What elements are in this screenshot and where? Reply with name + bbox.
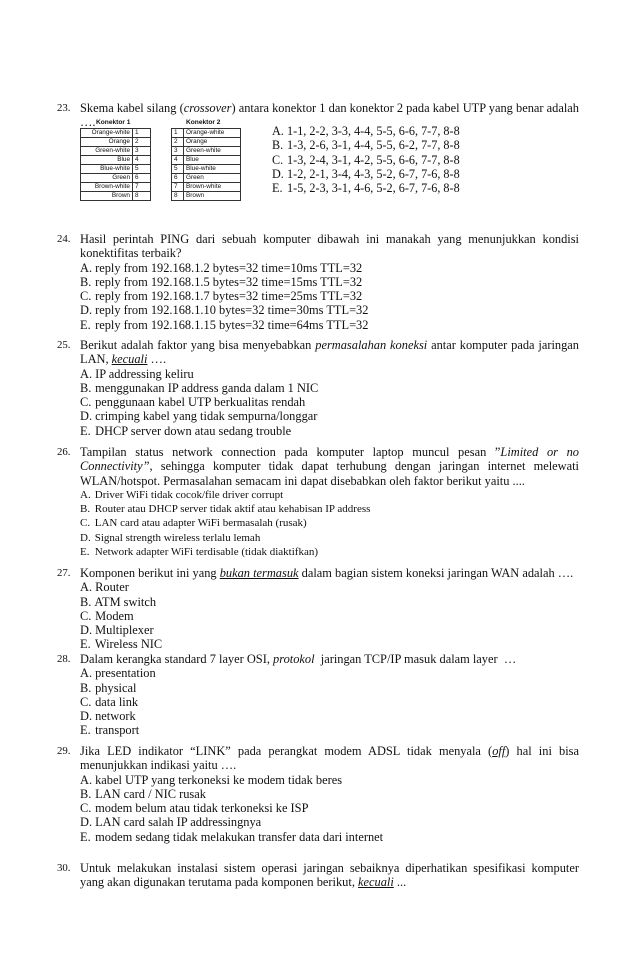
option: B. menggunakan IP address ganda dalam 1 NIC xyxy=(80,380,319,395)
option: D. Multiplexer xyxy=(80,623,154,638)
question-number: 24. xyxy=(57,233,71,245)
table-row: Brown 8 xyxy=(81,192,151,201)
options-list xyxy=(80,367,579,438)
question-number: 23. xyxy=(57,102,71,114)
option: D. Signal strength wireless terlalu lemah xyxy=(80,531,261,544)
question-stem: Hasil perintah PING dari sebuah komputer dibawah ini manakah yang menunjukkan kondisi konektifitas terbaik? xyxy=(80,232,579,261)
question-number: 26. xyxy=(57,446,71,458)
option: D. 1-2, 2-1, 3-4, 4-3, 5-2, 6-7, 7-6, 8-8 xyxy=(272,166,460,181)
question-30 xyxy=(57,861,579,890)
question-stem: Dalam kerangka standard 7 layer OSI, protokol jaringan TCP/IP masuk dalam layer … xyxy=(80,652,517,666)
question-23-options xyxy=(272,124,460,195)
question-stem: Skema kabel silang (crossover) antara konektor 1 dan konektor 2 pada kabel UTP yang benar adalah …. xyxy=(80,101,579,130)
question-29 xyxy=(57,744,579,844)
table-row: 6 Green xyxy=(172,174,241,183)
table-row: Brown-white 7 xyxy=(81,183,151,192)
table-row: 5 Blue-white xyxy=(172,165,241,174)
option: E. DHCP server down atau sedang trouble xyxy=(80,423,292,438)
table-row: 7 Brown-white xyxy=(172,183,241,192)
konektor-2-table xyxy=(171,128,241,201)
option: D. network xyxy=(80,709,136,724)
option: C. Modem xyxy=(80,608,134,623)
option: B. Router atau DHCP server tidak aktif atau kehabisan IP address xyxy=(80,503,371,516)
option: A. IP addressing keliru xyxy=(80,366,194,381)
table-row: Green 6 xyxy=(81,174,151,183)
table-row: 1 Orange-white xyxy=(172,129,241,138)
option: A. kabel UTP yang terkoneksi ke modem tidak beres xyxy=(80,772,343,787)
option: A. 1-1, 2-2, 3-3, 4-4, 5-5, 6-6, 7-7, 8-8 xyxy=(272,124,460,138)
options-list xyxy=(80,488,579,559)
option: C. 1-3, 2-4, 3-1, 4-2, 5-5, 6-6, 7-7, 8-8 xyxy=(272,152,460,167)
question-number: 27. xyxy=(57,567,71,579)
option: B. 1-3, 2-6, 3-1, 4-4, 5-5, 6-2, 7-7, 8-8 xyxy=(272,138,460,153)
option: B. physical xyxy=(80,680,137,695)
question-stem: Untuk melakukan instalasi sistem operasi jaringan sebaiknya diperhatikan spesifikasi komputer yang akan digunakan terutama pada komponen berikut, kecuali ... xyxy=(80,861,579,890)
options-list xyxy=(80,666,579,737)
option: B. LAN card / NIC rusak xyxy=(80,786,206,801)
table-row: 8 Brown xyxy=(172,192,241,201)
question-stem: Tampilan status network connection pada komputer laptop muncul pesan ”Limited or no Connectivity”, sehingga komputer tidak dapat terhubung dengan jaringan internet melewati WLAN/hotspot. Permasalahan semacam ini dapat disebabkan oleh faktor berikut yaitu .... xyxy=(80,445,580,488)
option: C. modem belum atau tidak terkoneksi ke ISP xyxy=(80,801,309,816)
option: E. 1-5, 2-3, 3-1, 4-6, 5-2, 6-7, 7-6, 8-8 xyxy=(272,181,460,196)
konektor-2-title: Konektor 2 xyxy=(186,119,221,126)
option: D. reply from 192.168.1.10 bytes=32 time=30ms TTL=32 xyxy=(80,303,369,318)
question-stem: Komponen berikut ini yang bukan termasuk dalam bagian sistem koneksi jaringan WAN adalah …. xyxy=(80,566,574,580)
option: E. transport xyxy=(80,723,140,738)
option: C. reply from 192.168.1.7 bytes=32 time=25ms TTL=32 xyxy=(80,289,363,304)
question-number: 30. xyxy=(57,862,71,874)
option: C. LAN card atau adapter WiFi bermasalah (rusak) xyxy=(80,517,307,530)
question-26 xyxy=(57,445,579,559)
options-list xyxy=(80,580,579,651)
table-row: 3 Green-white xyxy=(172,147,241,156)
option: E. modem sedang tidak melakukan transfer data dari internet xyxy=(80,829,384,844)
question-24 xyxy=(57,232,579,332)
option: E. Network adapter WiFi terdisable (tidak diaktifkan) xyxy=(80,546,319,559)
option: B. reply from 192.168.1.5 bytes=32 time=15ms TTL=32 xyxy=(80,274,363,289)
table-row: 2 Orange xyxy=(172,138,241,147)
option: E. reply from 192.168.1.15 bytes=32 time=64ms TTL=32 xyxy=(80,317,369,332)
table-row: Green-white 3 xyxy=(81,147,151,156)
option: A. presentation xyxy=(80,666,156,681)
question-number: 29. xyxy=(57,745,71,757)
table-row: Orange-white 1 xyxy=(81,129,151,138)
options-list xyxy=(80,773,579,844)
question-28 xyxy=(57,652,579,738)
option: B. ATM switch xyxy=(80,594,157,609)
option: A. Driver WiFi tidak cocok/file driver corrupt xyxy=(80,488,284,501)
option: E. Wireless NIC xyxy=(80,637,163,652)
table-row: Orange 2 xyxy=(81,138,151,147)
question-stem: Berikut adalah faktor yang bisa menyebabkan permasalahan koneksi antar komputer pada jaringan LAN, kecuali …. xyxy=(80,338,579,367)
konektor-1-table xyxy=(80,128,151,201)
table-row: Blue-white 5 xyxy=(81,165,151,174)
table-row: 4 Blue xyxy=(172,156,241,165)
question-stem: Jika LED indikator “LINK” pada perangkat modem ADSL tidak menyala (off) hal ini bisa menunjukkan indikasi yaitu …. xyxy=(80,744,579,773)
option: D. crimping kabel yang tidak sempurna/longgar xyxy=(80,409,318,424)
option: D. LAN card salah IP addressingnya xyxy=(80,815,262,830)
question-number: 25. xyxy=(57,339,71,351)
option: A. Router xyxy=(80,580,129,595)
option: C. penggunaan kabel UTP berkualitas rendah xyxy=(80,395,306,410)
table-row: Blue 4 xyxy=(81,156,151,165)
option: A. reply from 192.168.1.2 bytes=32 time=10ms TTL=32 xyxy=(80,260,363,275)
question-25 xyxy=(57,338,579,438)
options-list xyxy=(80,261,579,332)
option: C. data link xyxy=(80,694,139,709)
question-27 xyxy=(57,566,579,652)
question-number: 28. xyxy=(57,653,71,665)
konektor-1-title: Konektor 1 xyxy=(96,119,131,126)
